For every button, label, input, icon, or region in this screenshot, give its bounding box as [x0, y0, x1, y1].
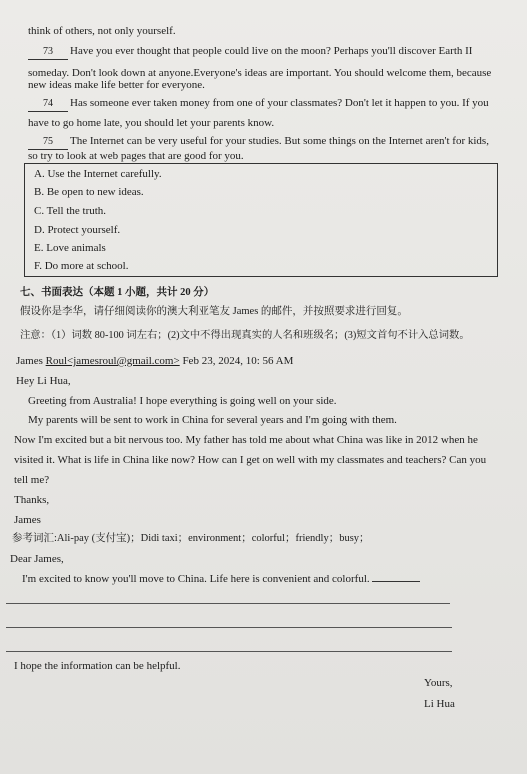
email-line5: tell me? [14, 474, 50, 486]
q75-line1: 75 The Internet can be very useful for your studies. But some things on the Internet aren't for kids, [28, 134, 489, 150]
q75-blank: 75 [28, 134, 68, 150]
option-e: E. Love animals [34, 242, 106, 254]
q73-line2: someday. Don't look down at anyone.Everyone's ideas are important. You should welcome them, because [28, 67, 492, 79]
q73-line1: 73 Have you ever thought that people could live on the moon? Perhaps you'll discover Earth II [28, 44, 472, 60]
q75-line2: so try to look at web pages that are good for you. [28, 150, 244, 162]
paragraph-tail: think of others, not only yourself. [28, 25, 176, 37]
section-heading: 七、书面表达（本题 1 小题，共计 20 分） [20, 287, 215, 298]
section-notes: 注意：（1）词数 80-100 词左右；(2)文中不得出现真实的人名和班级名；(3)短文首句不计入总词数。 [20, 330, 470, 341]
email-thanks: Thanks, [14, 494, 50, 506]
option-f: F. Do more at school. [34, 260, 129, 272]
email-line4: visited it. What is life in China like now? How can I get on well with my classmates and teachers? Can you [14, 454, 487, 466]
email-line3: Now I'm excited but a bit nervous too. My father has told me about what China was like in 2012 when he [14, 434, 478, 446]
email-signature: James [14, 514, 41, 526]
q74-blank: 74 [28, 96, 68, 112]
email-greeting: Hey Li Hua, [16, 375, 71, 387]
email-line2: My parents will be sent to work in China for several years and I'm going with them. [28, 414, 397, 426]
section-intro: 假设你是李华，请仔细阅读你的澳大利亚笔友 James 的邮件，并按照要求进行回复。 [20, 306, 408, 317]
reply-greeting: Dear James, [10, 553, 64, 565]
option-d: D. Protect yourself. [34, 224, 121, 236]
reply-signature: Li Hua [424, 698, 455, 710]
answer-line-1 [6, 603, 450, 604]
email-line1: Greeting from Australia! I hope everything is going well on your side. [28, 395, 337, 407]
q74-line2: have to go home late, you should let your parents know. [28, 117, 275, 129]
option-a: A. Use the Internet carefully. [34, 168, 162, 180]
q73-blank: 73 [28, 44, 68, 60]
answer-line-2 [6, 627, 452, 628]
q74-line1: 74 Has someone ever taken money from one of your classmates? Don't let it happen to you. If you [28, 96, 489, 112]
answer-line-3 [6, 651, 452, 652]
options-box [24, 163, 498, 277]
reply-yours: Yours, [424, 677, 453, 689]
sender-email-link[interactable]: Roul<jamesroul@gmail.com> [45, 355, 180, 367]
option-b: B. Be open to new ideas. [34, 186, 144, 198]
option-c: C. Tell the truth. [34, 205, 107, 217]
email-header: James Roul<jamesroul@gmail.com> Feb 23, 2024, 10: 56 AM [16, 355, 294, 367]
vocabulary-hint: 参考词汇:Ali-pay (支付宝)；Didi taxi；environment；colorful；friendly；busy； [12, 533, 370, 544]
reply-first-line: I'm excited to know you'll move to China. Life here is convenient and colorful. [22, 572, 420, 586]
q73-line3: new ideas make life better for everyone. [28, 79, 205, 91]
reply-closing: I hope the information can be helpful. [14, 660, 181, 672]
